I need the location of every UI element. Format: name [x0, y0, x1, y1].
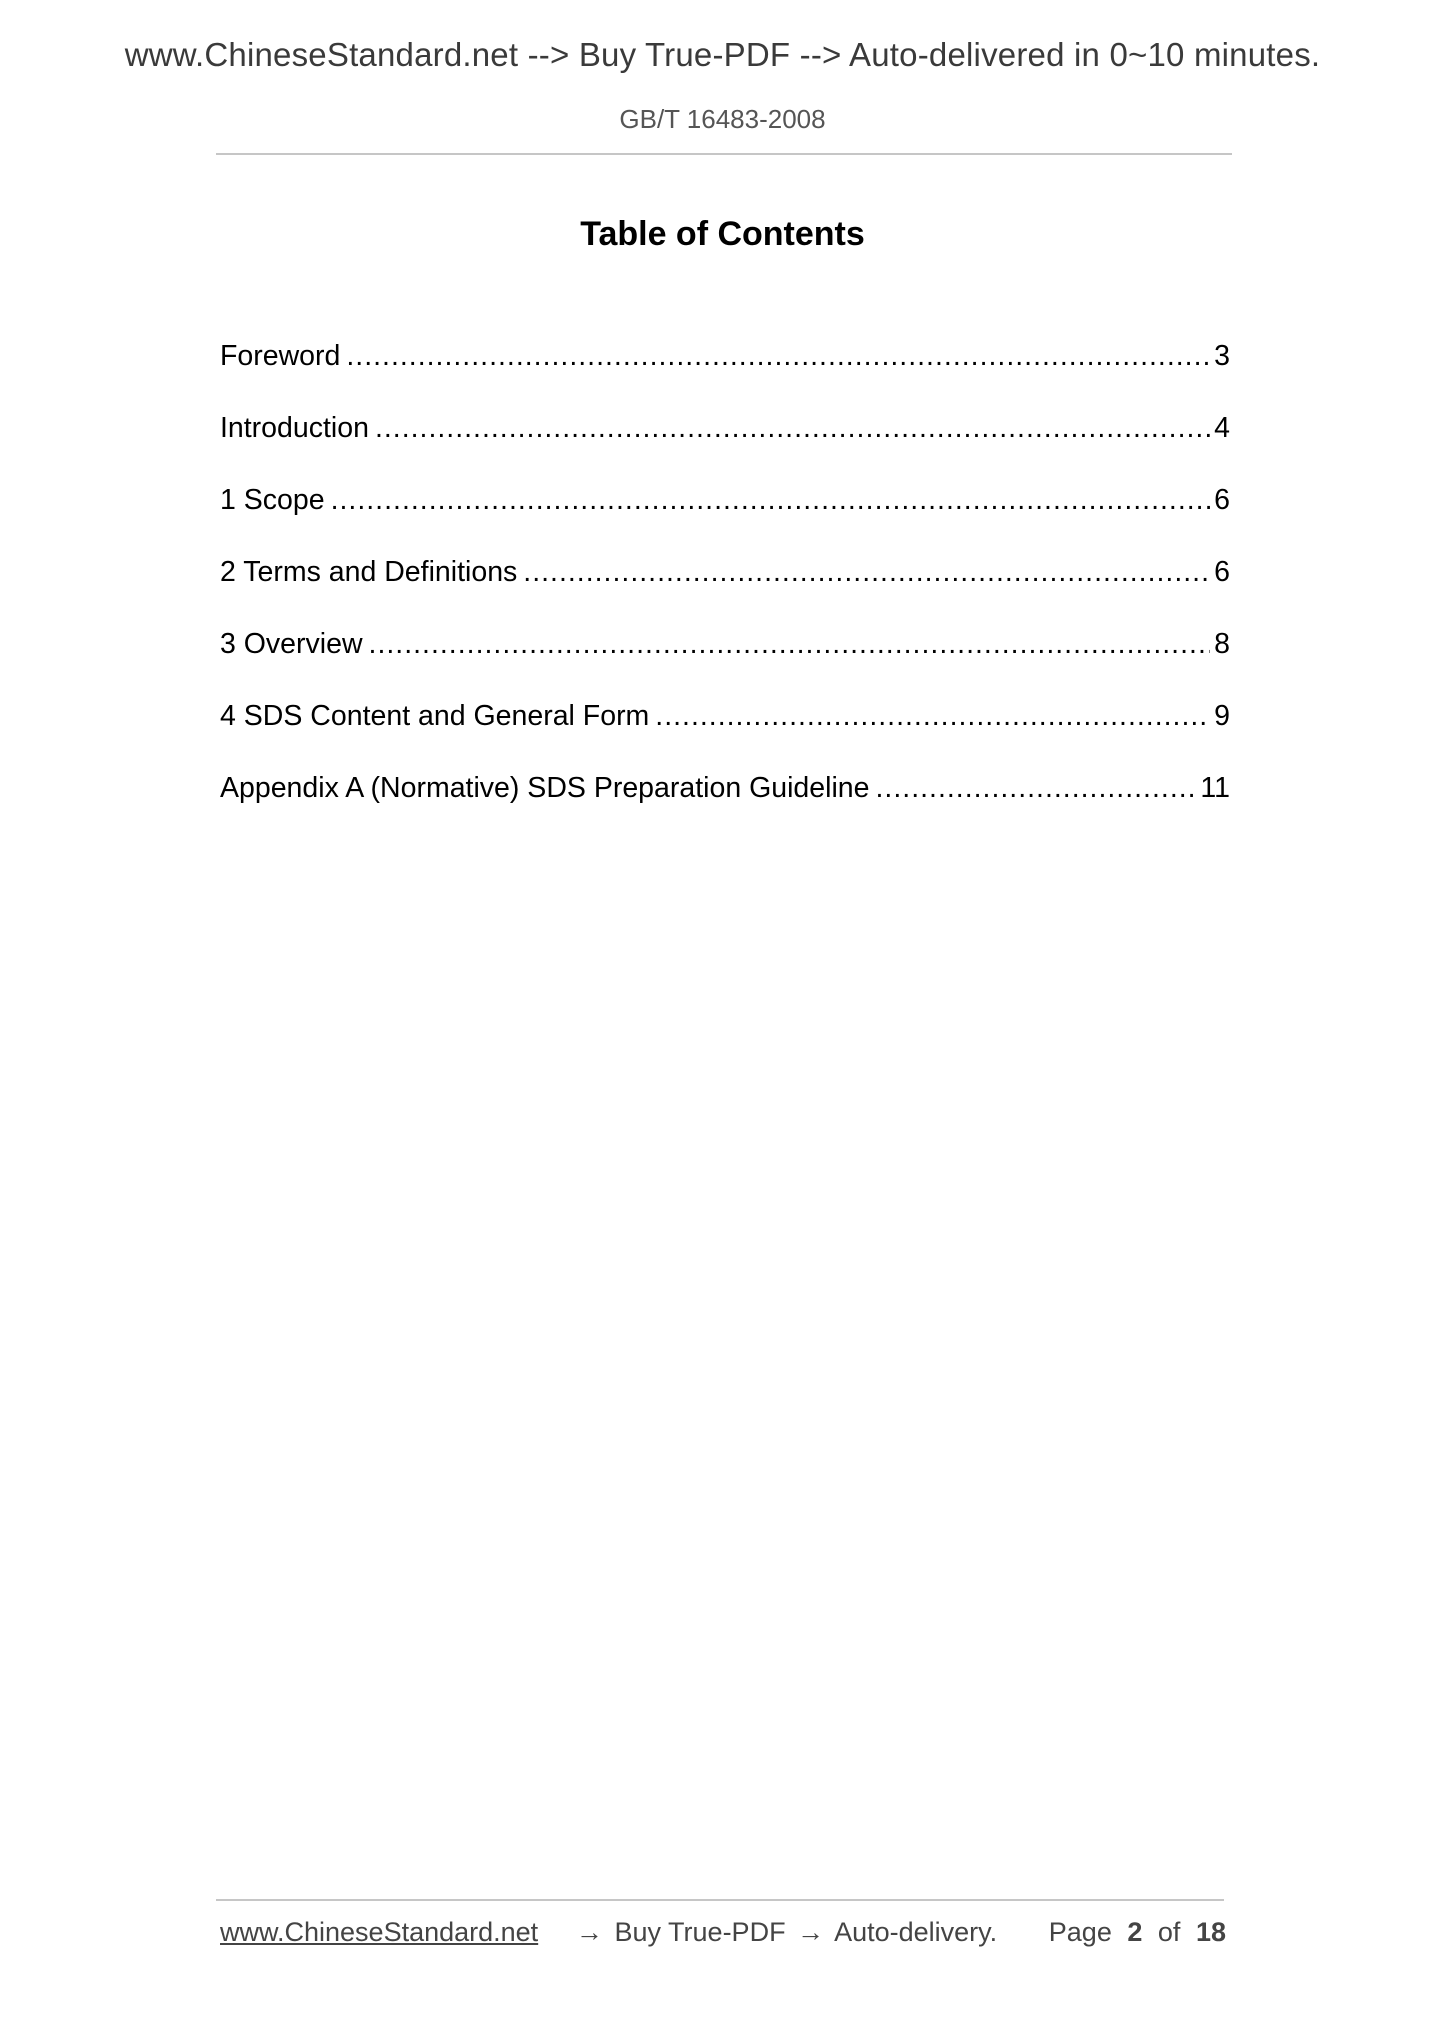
toc-dot-leader — [331, 480, 1211, 520]
toc-entry-label: 4 SDS Content and General Form — [220, 700, 650, 732]
page-word: Page — [1048, 1917, 1112, 1947]
toc-entry-page: 8 — [1214, 628, 1230, 660]
header-banner: www.ChineseStandard.net --> Buy True-PDF --> Auto-delivered in 0~10 minutes. — [124, 36, 1321, 73]
footer-tagline — [572, 1917, 997, 1948]
footer-divider — [216, 1899, 1224, 1901]
of-word: of — [1157, 1917, 1181, 1947]
toc-entry-label: Introduction — [220, 412, 369, 444]
toc-dot-leader — [375, 408, 1210, 448]
footer-tagline-part2: Auto-delivery. — [834, 1917, 998, 1947]
toc-entry-page: 6 — [1214, 556, 1230, 588]
total-pages-number: 18 — [1195, 1917, 1226, 1947]
toc-entry-overview[interactable] — [220, 624, 1230, 696]
page-footer — [220, 1917, 1226, 1957]
toc-entry-terms-and-definitions[interactable] — [220, 552, 1230, 624]
toc-entry-label: Foreword — [220, 340, 341, 372]
toc-entry-appendix-a[interactable] — [220, 768, 1230, 840]
toc-entry-page: 9 — [1214, 700, 1230, 732]
toc-dot-leader — [655, 696, 1210, 736]
footer-site-link[interactable]: www.ChineseStandard.net — [220, 1917, 539, 1947]
toc-entry-label: 3 Overview — [220, 628, 363, 660]
toc-entry-page: 4 — [1214, 412, 1230, 444]
footer-tagline-part1: Buy True-PDF — [614, 1917, 786, 1947]
toc-title: Table of Contents — [580, 215, 865, 253]
toc-entry-foreword[interactable] — [220, 336, 1230, 408]
arrow-right-icon: → — [576, 1917, 603, 1947]
toc-entry-label: 1 Scope — [220, 484, 325, 516]
arrow-right-icon: → — [797, 1917, 825, 1947]
toc-entry-page: 3 — [1214, 340, 1230, 372]
toc-entry-page: 6 — [1214, 484, 1230, 516]
header-divider — [216, 153, 1232, 155]
current-page-number: 2 — [1127, 1917, 1143, 1947]
toc-dot-leader — [369, 624, 1211, 664]
toc-entry-scope[interactable] — [220, 480, 1230, 552]
page-indicator — [1049, 1917, 1226, 1948]
toc-entry-label: Appendix A (Normative) SDS Preparation Guideline — [220, 772, 870, 804]
toc-dot-leader — [523, 552, 1210, 592]
toc-entry-introduction[interactable] — [220, 408, 1230, 480]
toc-dot-leader — [876, 768, 1197, 808]
toc-entry-page: 11 — [1200, 772, 1230, 804]
toc-entry-sds-content[interactable] — [220, 696, 1230, 768]
toc-dot-leader — [346, 336, 1210, 376]
toc-list — [220, 336, 1230, 840]
document-code: GB/T 16483-2008 — [619, 104, 826, 134]
toc-entry-label: 2 Terms and Definitions — [220, 556, 518, 588]
